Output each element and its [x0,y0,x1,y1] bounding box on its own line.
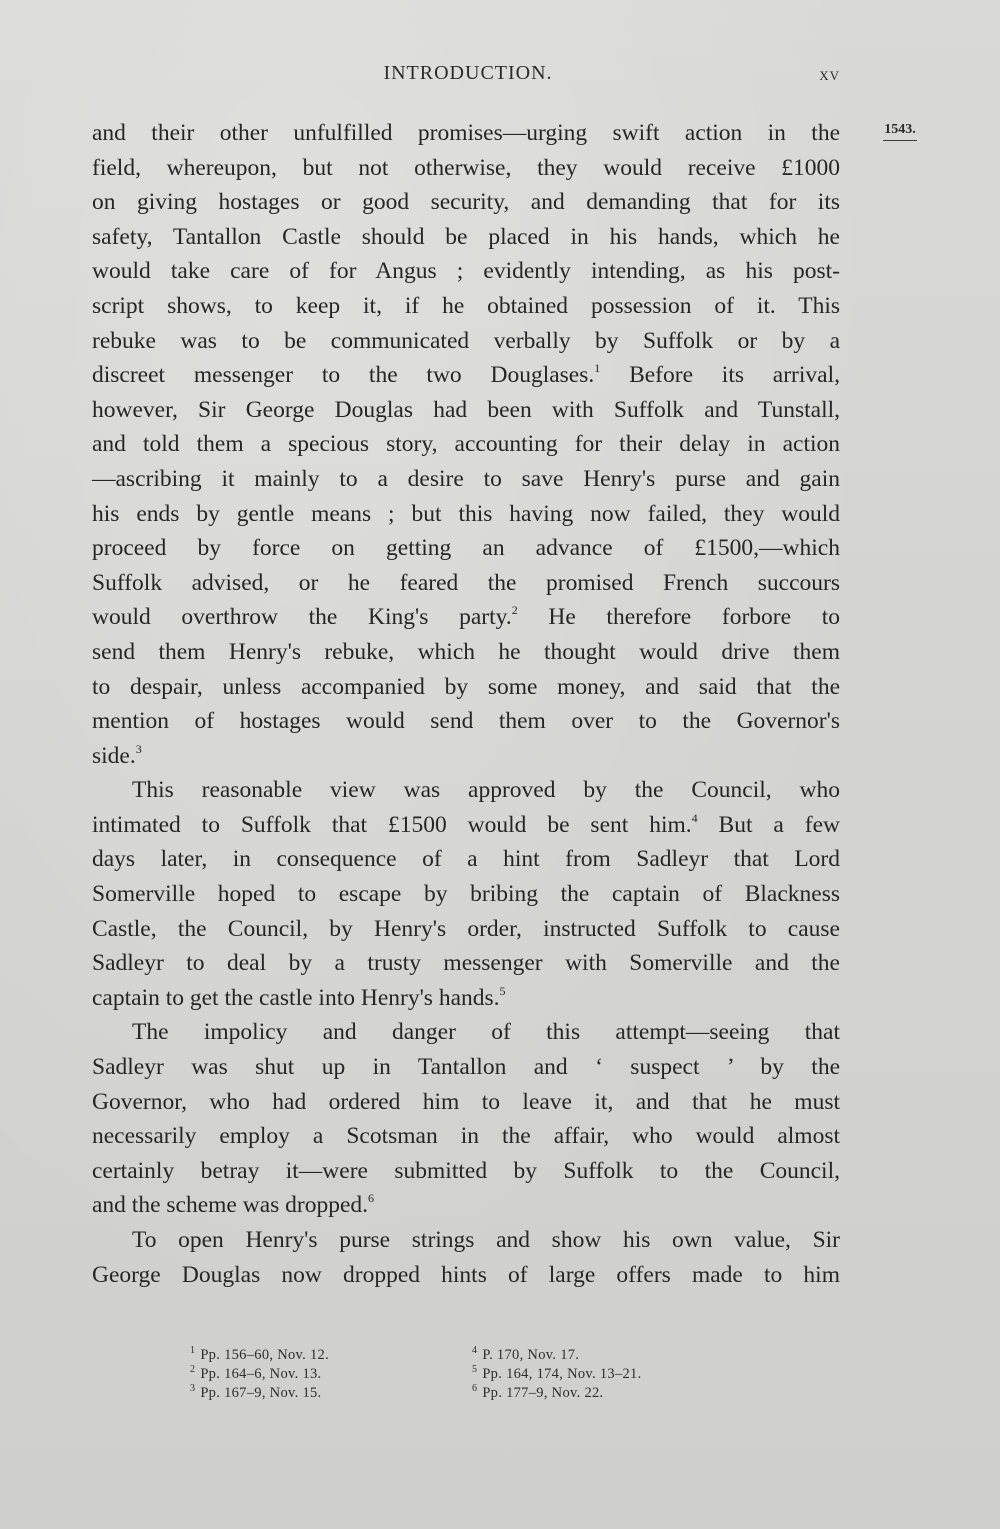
text-line: rebuke was to be communicated verbally by Suffolk or by a [92,327,840,354]
footnote-column-right [472,1346,642,1403]
text-line: Sadleyr to deal by a trusty messenger with Somerville and the [92,950,840,977]
footnote-text: P. 170, Nov. 17. [482,1347,580,1363]
footnote-reference: 6 [368,1191,375,1206]
text-line: safety, Tantallon Castle should be placed in his hands, which he [92,223,840,250]
text-line: George Douglas now dropped hints of large offers made to him [92,1261,840,1288]
text-line: —ascribing it mainly to a desire to save Henry's purse and gain [92,465,840,492]
text-line: on giving hostages or good security, and demanding that for its [92,189,840,216]
footnote-text: Pp. 164–6, Nov. 13. [200,1366,322,1382]
text-line [92,808,840,843]
footnote-reference: 3 [135,741,142,756]
text-line: and told them a specious story, accounting for their delay in action [92,431,840,458]
text-line [92,358,840,393]
running-title: INTRODUCTION. [383,62,553,84]
footnote-reference: 4 [691,810,698,825]
footnote-column-left [190,1346,329,1403]
text-line: To open Henry's purse strings and show his own value, Sir [132,1227,840,1253]
text-line: Somerville hoped to escape by bribing the captain of Blackness [92,881,840,908]
footnote-mark: 6 [472,1383,478,1394]
footnote-reference: 2 [511,603,518,618]
footnote [472,1365,642,1384]
paragraph [92,773,840,1015]
footnote-mark: 3 [190,1383,196,1394]
footnote-mark: 2 [190,1364,196,1375]
text-span: discreet messenger to the two Douglases. [92,362,595,389]
text-span: intimated to Suffolk that £1500 would be sent him. [92,811,692,838]
footnote [190,1384,329,1403]
page-number: xv [819,64,840,84]
footnote-text: Pp. 164, 174, Nov. 13–21. [482,1366,642,1382]
footnote [190,1365,329,1384]
text-line: Governor, who had ordered him to leave it, and that he must [92,1088,840,1115]
text-line: to despair, unless accompanied by some money, and said that the [92,673,840,700]
text-span: captain to get the castle into Henry's hands. [92,984,500,1011]
text-line [92,600,840,635]
text-span: side. [92,742,136,769]
text-span: Before its arrival, [600,362,840,389]
text-line: mention of hostages would send them over to the Governor's [92,708,840,735]
running-head [96,62,840,90]
text-line: Castle, the Council, by Henry's order, instructed Suffolk to cause [92,915,840,942]
text-line: his ends by gentle means ; but this having now failed, they would [92,500,840,527]
footnote [472,1346,642,1365]
text-line: field, whereupon, but not otherwise, they would receive £1000 [92,154,840,181]
text-line: days later, in consequence of a hint from Sadleyr that Lord [92,846,840,873]
text-line: and their other unfulfilled promises—urging swift action in the [92,120,840,146]
text-line: proceed by force on getting an advance of £1500,—which [92,535,840,562]
text-line: script shows, to keep it, if he obtained possession of it. This [92,292,840,319]
footnote [190,1346,329,1365]
footnote-text: Pp. 167–9, Nov. 15. [200,1385,322,1401]
footnote-text: Pp. 156–60, Nov. 12. [200,1347,330,1363]
text-span: and the scheme was dropped. [92,1192,369,1219]
paragraph [92,1223,840,1292]
text-line: would take care of for Angus ; evidently intending, as his post- [92,258,840,285]
text-span: would overthrow the King's party. [92,604,512,631]
footnote-mark: 1 [190,1345,196,1356]
text-line [92,1188,840,1223]
paragraph [92,116,840,773]
footnote-reference: 5 [499,983,506,998]
text-line [92,739,840,774]
text-line: This reasonable view was approved by the Council, who [132,777,840,804]
margin-year-note: 1543. [880,122,920,141]
footnote-mark: 5 [472,1364,478,1375]
text-span: But a few [697,811,840,838]
text-line: Sadleyr was shut up in Tantallon and ‘ suspect ’ by the [92,1054,840,1081]
footnote [472,1384,642,1403]
text-line: The impolicy and danger of this attempt—seeing that [132,1019,840,1046]
paragraph [92,1015,840,1223]
text-span: He therefore forbore to [517,604,840,631]
text-line: send them Henry's rebuke, which he thought would drive them [92,638,840,665]
footnote-text: Pp. 177–9, Nov. 22. [482,1385,604,1401]
footnote-reference: 1 [594,361,601,376]
text-line: Suffolk advised, or he feared the promised French succours [92,569,840,596]
text-line: however, Sir George Douglas had been with Suffolk and Tunstall, [92,396,840,423]
footnote-mark: 4 [472,1345,478,1356]
text-line: necessarily employ a Scotsman in the affair, who would almost [92,1123,840,1150]
text-line [92,981,840,1016]
body-text [92,116,840,1292]
text-line: certainly betray it—were submitted by Suffolk to the Council, [92,1157,840,1184]
